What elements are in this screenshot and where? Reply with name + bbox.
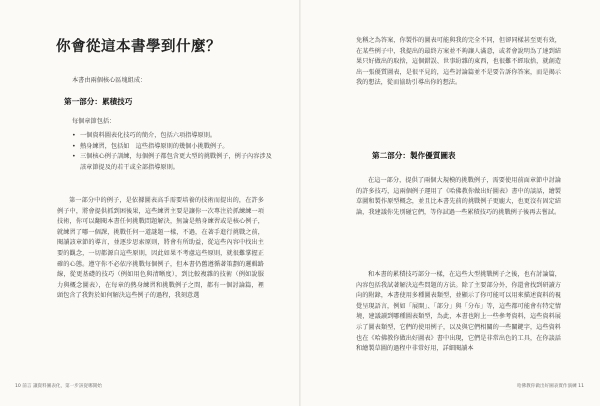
bullet-item: • 熱身練習，包括如 這些指導原則的幾個小挑戰例子。 (72, 142, 272, 153)
page-footer-right: 哈佛教你做出好圖表實作演練 11 (516, 384, 584, 389)
intro-text: 本書由兩個核心區塊組成： (72, 77, 147, 84)
part2-heading: 第二部分：製作優質圖表 (372, 151, 456, 160)
body-paragraph: 在這一部分，提供了兩個大規模的挑戰例子，需要使用前面章節中討論的許多技巧，這兩個例子運用了《哈佛教你做出好圖表》書中的談話，繪製草圖和製作原型概念，並且比本書先前的挑戰例子更龐大，也更沒有固定結論，我建議你先別碰它們，等你試過一些累積技巧的挑戰例子後再去嘗試。 (356, 177, 561, 216)
right-page (300, 0, 600, 406)
bullet-item: • 一個資料圖表化技巧的簡介，包括六項指導原則。 (72, 131, 272, 142)
body-paragraph: 免稱之為答案，你製作的圖表可能與我的完全不同，但卻同樣甚至更有效，在某些例子中，我提出的最終方案並不夠讓人滿意，或者會說明為了達到結果只好做出的取捨，這個錯誤、世事紛雜的東西，也很難不經取捨，就創造出一張優質圖表，是很平見的，這些討論篇並不是要告訴你答案，而是揭示我的想法，從而協助引導出你的想法。 (356, 37, 561, 87)
part1-heading: 第一部分：累積技巧 (64, 97, 133, 106)
bullet-item: • 三個核心例子訓練，每個例子都包含更大型的挑戰例子，例子內容涉及該章節提及的若干或全部指導原則。 (72, 152, 272, 173)
body-paragraph: 和本書的累積技巧部分一樣，在這些大型挑戰例子之後，也有討論篇，內容包括我試著解決這些問題的方法。除了主要部分外，你還會找到研讀方向的附錄，本書使用多種圖表類型，並顯示了你可能可以用來描述資料的視覺呈現語言，例如「展開」、「部分」與「分布」等，這些都可能會有特定情境，建議讀到哪種圖表類型，為此，本書也附上一些參考資料，這些資料展示了圖表類型，它們的使用例子，以及與它們相關的一些關鍵字，這些資料也在《哈佛教你做出好圖表》書中出現，它們是非常出色的工具，在你談話和繪製草圖的過程中非常好用，詳細閱讀本 (356, 271, 561, 353)
page-footer-left: 10 前言 讓資料圖表化，第一步該從哪開始 (15, 384, 102, 389)
bullet-list (72, 131, 272, 173)
chapter-title: 你會從這本書學到什麼？ (56, 39, 221, 55)
body-paragraph: 第一部分中的例子，是依據圖表高手需要培養的技術而提出的，在許多例子中，將會提供抓到困後果，這些練習主要是讓你一次專注於抓練練一項技術，你可以翻閱本書任何挑戰問題解決，無論是熱身練習或是核心例子，就練習了哪一個課，挑戰任何一道謎題一樣，不過，在著手進行挑戰之前，閱讀該章節的導言，並逐步思索原則，將會有所助益，從這些內容中找出主要的觀念，一切都源自這些原則，因此如果不考慮這些原則，就很難掌握正確的心態。遵守你不必依序挑戰每個例子，但本書仍舊遵循著策劃的邏輯路線，從更基礎的技巧（例如用色與清晰度），到比較複雜的技術（例如說服力與概念圖表），在每章的熱身練習和挑戰例子之間，都有一個討論篇，裡頭包含了我對於如何解決這些例子的過程，我刻意選 (57, 197, 264, 300)
each-chapter-label: 每個章節包括： (72, 118, 116, 125)
